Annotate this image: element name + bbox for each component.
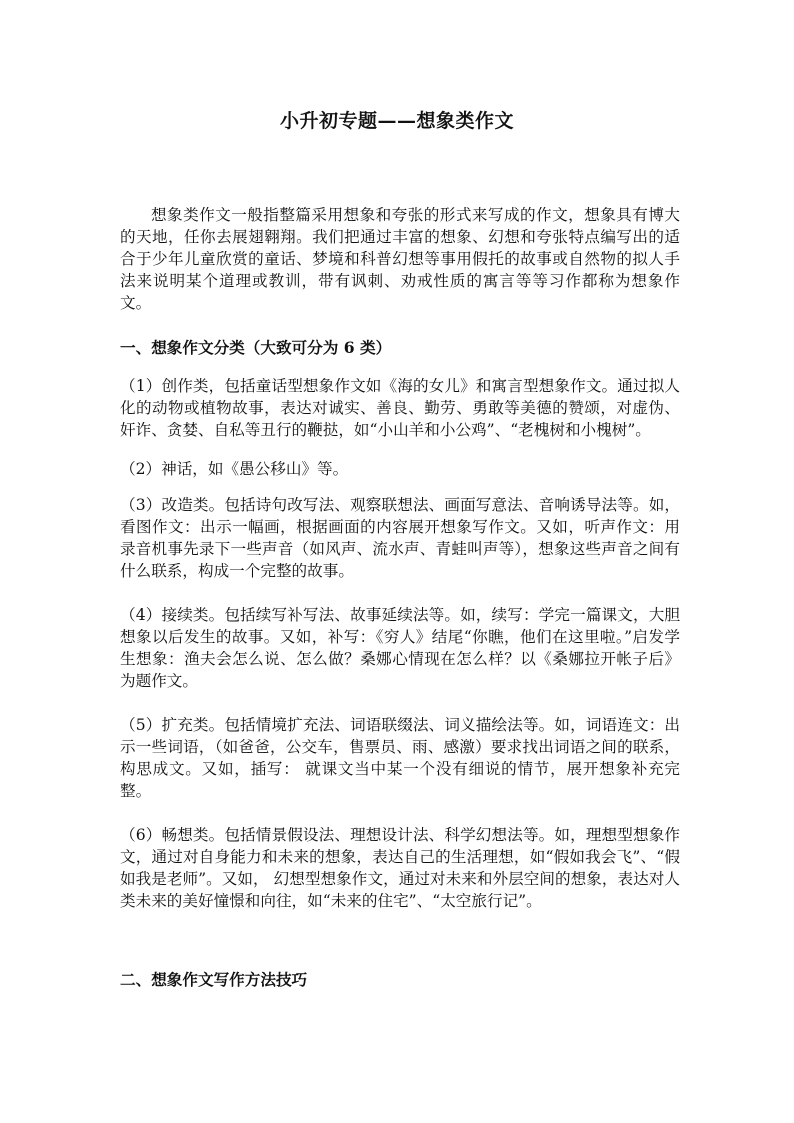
category-item-2: （2）神话，如《愚公移山》等。 xyxy=(120,460,349,478)
section-heading-1: 一、想象作文分类（大致可分为 6 类） xyxy=(120,338,392,357)
category-item-6: （6）畅想类。包括情景假设法、理想设计法、科学幻想法等。如，理想型想象作文，通过对自身能力和未来的想象，表达自己的生活理想，如“假如我会飞”、“假如我是老师”。又如， 幻想型想象作文，通过对未来和外层空间的想象，表达对人类未来的美好憧憬和向往，如“未来的住宅”、“太空旅行记”。 xyxy=(120,826,680,910)
category-item-3: （3）改造类。包括诗句改写法、观察联想法、画面写意法、音响诱导法等。如，看图作文：出示一幅画，根据画面的内容展开想象写作文。又如，听声作文：用录音机事先录下一些声音（如风声、流水声、青蛙叫声等），想象这些声音之间有什么联系，构成一个完整的故事。 xyxy=(120,496,680,580)
intro-paragraph: 想象类作文一般指整篇采用想象和夸张的形式来写成的作文，想象具有博大的天地，任你去展翅翱翔。我们把通过丰富的想象、幻想和夸张特点编写出的适合于少年儿童欣赏的童话、梦境和科普幻想等事用假托的故事或自然物的拟人手法来说明某个道理或教训，带有讽刺、劝戒性质的寓言等等习作都称为想象作文。 xyxy=(120,205,680,312)
category-item-5: （5）扩充类。包括情境扩充法、词语联缀法、词义描绘法等。如，词语连文：出示一些词语，（如爸爸，公交车，售票员、雨、感激）要求找出词语之间的联系，构思成文。又如，插写： 就课文当中某一个没有细说的情节，展开想象补充完整。 xyxy=(120,716,680,800)
section-heading-2: 二、想象作文写作方法技巧 xyxy=(120,970,308,989)
category-item-4: （4）接续类。包括续写补写法、故事延续法等。如，续写：学完一篇课文，大胆想象以后发生的故事。又如，补写：《穷人》结尾“你瞧，他们在这里啦。”启发学生想象：渔夫会怎么说、怎么做？桑娜心情现在怎么样？以《桑娜拉开帐子后》为题作文。 xyxy=(120,606,680,690)
document-title: 小升初专题——想象类作文 xyxy=(279,110,514,132)
category-item-1: （1）创作类，包括童话型想象作文如《海的女儿》和寓言型想象作文。通过拟人化的动物或植物故事，表达对诚实、善良、勤劳、勇敢等美德的赞颂，对虚伪、奸诈、贪婪、自私等丑行的鞭挞，如“小山羊和小公鸡”、“老槐树和小槐树”。 xyxy=(120,377,680,439)
